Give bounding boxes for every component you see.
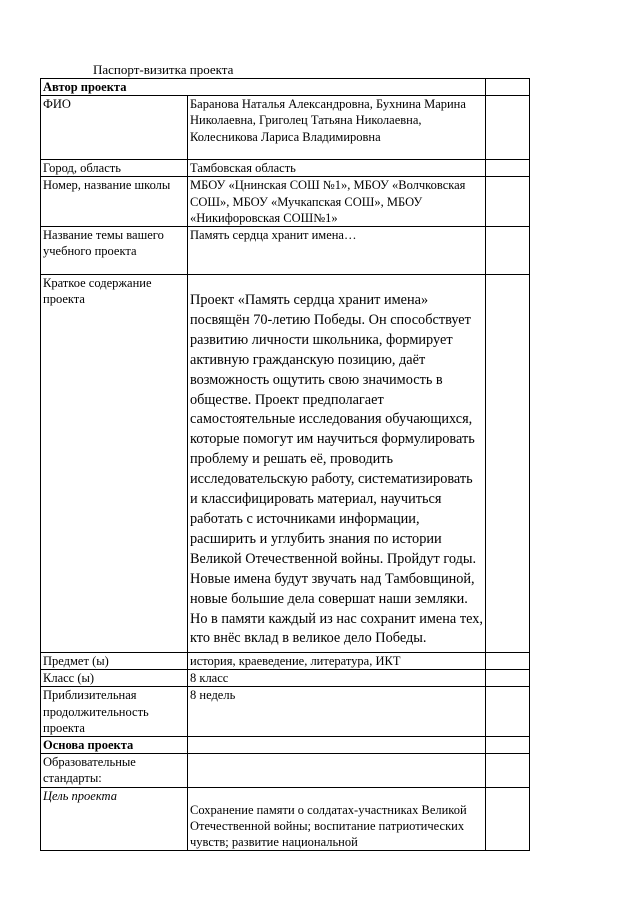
goal-label: Цель проекта [41, 787, 188, 851]
summary-cell [188, 275, 486, 653]
author-header-cell: Автор проекта [41, 79, 486, 96]
table-row-city [41, 160, 530, 177]
table-row-subject [41, 653, 530, 670]
duration-label: Приблизительная продолжительность проекта [41, 687, 188, 737]
table-row-basis-header [41, 737, 530, 754]
table-row-class [41, 670, 530, 687]
subject-value: история, краеведение, литература, ИКТ [188, 653, 486, 670]
summary-label: Краткое содержание проекта [41, 275, 188, 653]
empty-cell [486, 160, 530, 177]
goal-value: Сохранение памяти о солдатах-участниках Великой Отечественной войны; воспитание патриотических чувств; развитие национальной [190, 802, 467, 850]
duration-value: 8 недель [188, 687, 486, 737]
basis-header-cell: Основа проекта [41, 737, 188, 754]
empty-cell [188, 754, 486, 787]
project-passport-table [40, 78, 530, 851]
summary-value: Проект «Память сердца хранит имена» посвящён 70-летию Победы. Он способствует развитию личности школьника, формирует активную гражданскую позицию, даёт возможность ощутить свою значимость в обществе. Проект предполагает самостоятельные исследования обучающихся, которые помогут им научиться формулировать проблему и решать её, проводить исследовательскую работу, систематизировать и классифицировать материал, научиться работать с источниками информации, расширить и углубить знания по истории Великой Отечественной войны. Пройдут годы. Новые имена будут звучать над Тамбовщиной, новые большие дела совершат наши земляки. Но в памяти каждый из нас сохранит имена тех, кто внёс вклад в великое дело Победы. [190, 292, 483, 647]
table-row-fio [41, 96, 530, 160]
table-row-duration [41, 687, 530, 737]
table-row-goal [41, 787, 530, 851]
goal-cell [188, 787, 486, 851]
school-value: МБОУ «Цнинская СОШ №1», МБОУ «Волчковская СОШ», МБОУ «Мучкапская СОШ», МБОУ «Никифоровская СОШ№1» [188, 177, 486, 227]
empty-cell [486, 687, 530, 737]
class-value: 8 класс [188, 670, 486, 687]
table-row-summary [41, 275, 530, 653]
empty-cell [486, 754, 530, 787]
empty-cell [486, 787, 530, 851]
table-row-standards [41, 754, 530, 787]
empty-cell [486, 177, 530, 227]
fio-label: ФИО [41, 96, 188, 160]
school-label: Номер, название школы [41, 177, 188, 227]
empty-cell [486, 227, 530, 275]
empty-cell [486, 653, 530, 670]
theme-value: Память сердца хранит имена… [188, 227, 486, 275]
document-title: Паспорт-визитка проекта [93, 62, 234, 77]
empty-cell [188, 737, 486, 754]
fio-value: Баранова Наталья Александровна, Бухнина Марина Николаевна, Григолец Татьяна Николаевна, Колесникова Лариса Владимировна [188, 96, 486, 160]
empty-cell [486, 737, 530, 754]
table-row-theme [41, 227, 530, 275]
standards-label: Образовательные стандарты: [41, 754, 188, 787]
subject-label: Предмет (ы) [41, 653, 188, 670]
city-value: Тамбовская область [188, 160, 486, 177]
theme-label: Название темы вашего учебного проекта [41, 227, 188, 275]
table-row-school [41, 177, 530, 227]
empty-cell [486, 79, 530, 96]
table-row-author-header [41, 79, 530, 96]
empty-cell [486, 275, 530, 653]
empty-cell [486, 96, 530, 160]
city-label: Город, область [41, 160, 188, 177]
empty-cell [486, 670, 530, 687]
class-label: Класс (ы) [41, 670, 188, 687]
